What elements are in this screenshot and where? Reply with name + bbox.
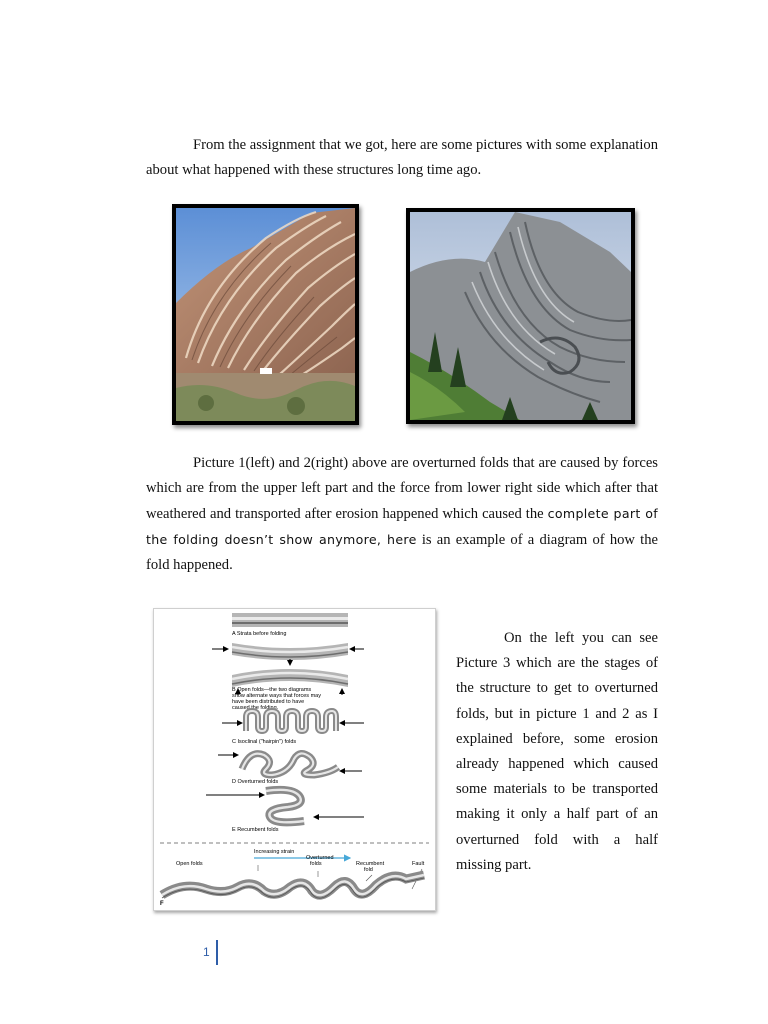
label-b1: B Open folds—the two diagrams bbox=[232, 687, 312, 693]
fold-stages-diagram bbox=[153, 608, 436, 911]
label-a: A Strata before folding bbox=[232, 631, 287, 637]
label-recumbent-2: fold bbox=[364, 867, 373, 873]
label-overturned-1: Overturned bbox=[306, 855, 334, 861]
page-number: 1 bbox=[203, 945, 210, 959]
photo-left-image bbox=[176, 208, 355, 421]
label-e: E Recumbent folds bbox=[232, 827, 279, 833]
label-c: C Isoclinal ("hairpin") folds bbox=[232, 739, 297, 745]
label-overturned-2: folds bbox=[310, 861, 322, 867]
photo-right-overturned-fold bbox=[406, 208, 635, 424]
label-f: F bbox=[160, 901, 164, 907]
intro-paragraph bbox=[146, 133, 658, 183]
label-open-folds: Open folds bbox=[176, 861, 203, 867]
photo-right-image bbox=[410, 212, 631, 420]
side-paragraph bbox=[456, 626, 658, 878]
fold-stages-diagram-svg bbox=[154, 609, 435, 910]
label-b4: caused the folding. bbox=[232, 705, 279, 711]
label-b2: show alternate ways that forces may bbox=[232, 693, 321, 699]
strata-flat bbox=[232, 613, 348, 627]
explanation-text-mono: complete part of the folding doesn’t show anymore, here bbox=[146, 506, 658, 547]
label-recumbent-1: Recumbent bbox=[356, 861, 385, 867]
explanation-text-part2: is an example of a diagram of how the fold happened. bbox=[146, 532, 659, 573]
explanation-text-part1: Picture 1(left) and 2(right) above are overturned folds that are caused by forces which are from the upper left part and the force from lower right side which after that weathered and transported after erosion happened which caused the bbox=[146, 455, 658, 522]
side-text: On the left you can see Picture 3 which are the stages of the structure to get to overturned folds, but in picture 1 and 2 as I explained before, some erosion already happened which caused some materials to be transported making it only a half part of an overturned fold with a half missing part. bbox=[456, 630, 658, 873]
photo-left-overturned-fold bbox=[172, 204, 359, 425]
explanation-paragraph bbox=[146, 451, 658, 578]
label-d: D Overturned folds bbox=[232, 779, 279, 785]
page-number-divider bbox=[216, 940, 218, 965]
label-fault: Fault bbox=[412, 861, 425, 867]
intro-text: From the assignment that we got, here are some pictures with some explanation about what happened with these structures long time ago. bbox=[146, 137, 658, 178]
label-increasing-strain: Increasing strain bbox=[254, 849, 295, 855]
label-b3: have been distributed to have bbox=[232, 699, 305, 705]
